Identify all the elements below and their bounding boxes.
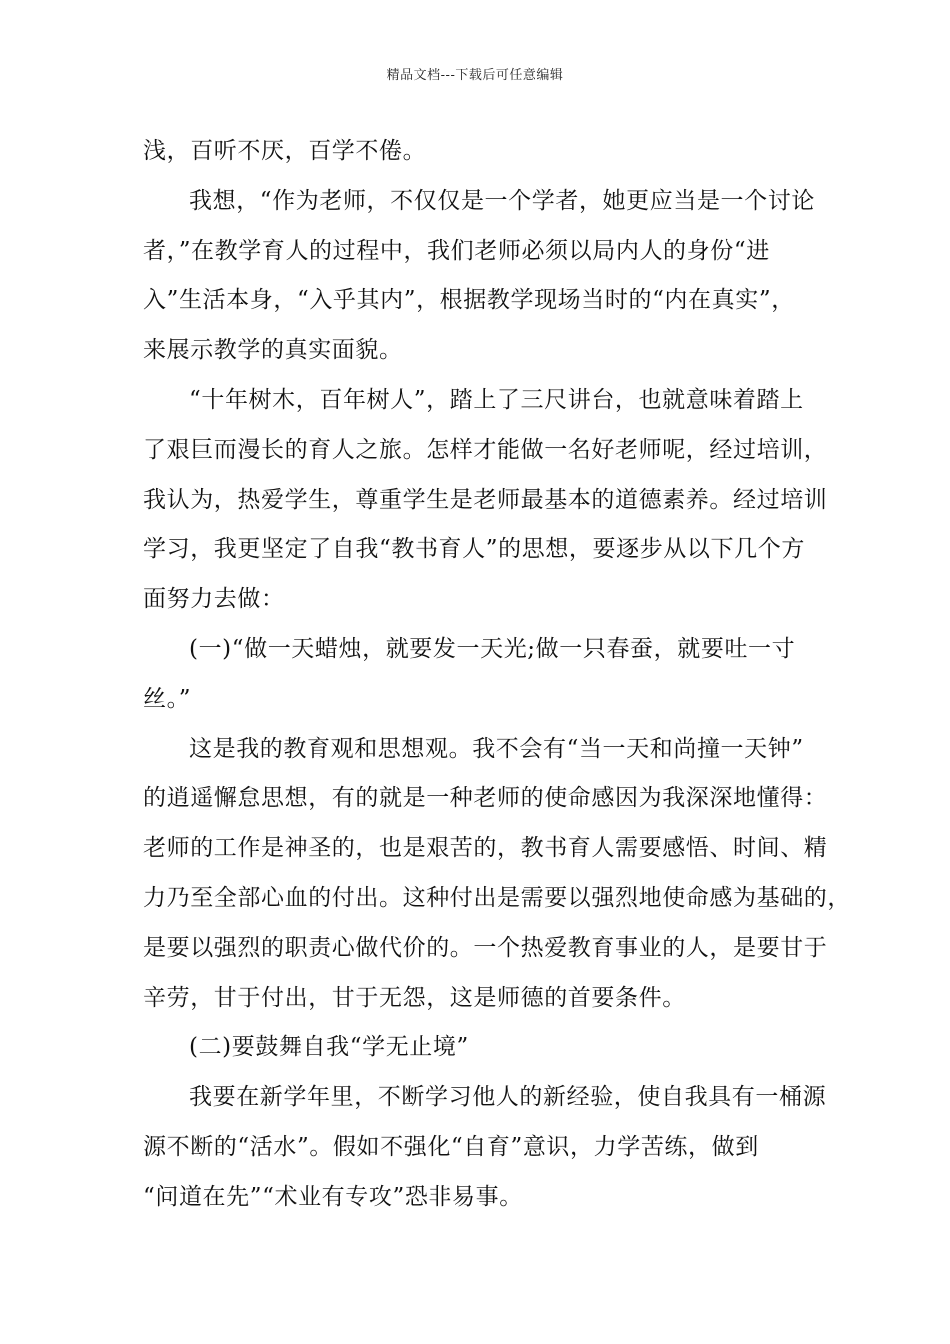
text-line: 了艰巨而漫长的育人之旅。怎样才能做一名好老师呢，经过培训， xyxy=(143,436,828,463)
document-body xyxy=(143,127,851,1223)
text-line: 学习，我更坚定了自我“教书育人”的思想，要逐步从以下几个方 xyxy=(143,536,805,563)
text-line: “问道在先”“术业有专攻”恐非易事。 xyxy=(143,1183,523,1210)
page-header: 精品文档---下载后可任意编辑 xyxy=(386,68,564,83)
text-line: 面努力去做： xyxy=(143,586,285,613)
text-line: 来展示教学的真实面貌。 xyxy=(143,337,403,364)
text-line: (二)要鼓舞自我“学无止境” xyxy=(189,1034,469,1061)
text-line: 浅，百听不厌，百学不倦。 xyxy=(143,138,427,164)
text-line: 我想，“作为老师，不仅仅是一个学者，她更应当是一个讨论 xyxy=(189,187,815,214)
text-line: 我认为，热爱学生，尊重学生是老师最基本的道德素养。经过培训 xyxy=(143,486,828,513)
text-line: 辛劳，甘于付出，甘于无怨，这是师德的首要条件。 xyxy=(143,984,686,1011)
text-line: 的逍遥懈怠思想，有的就是一种老师的使命感因为我深深地懂得： xyxy=(143,785,828,812)
text-line: 者，”在教学育人的过程中，我们老师必须以局内人的身份“进 xyxy=(143,237,770,264)
text-line: 丝。” xyxy=(143,685,192,712)
text-line: “十年树木，百年树人”，踏上了三尺讲台，也就意味着踏上 xyxy=(189,386,804,413)
text-line: 老师的工作是神圣的，也是艰苦的，教书育人需要感悟、时间、精 xyxy=(143,835,828,862)
text-line: 源不断的“活水”。假如不强化“自育”意识，力学苦练，做到 xyxy=(143,1133,759,1160)
text-line: (一)“做一天蜡烛，就要发一天光;做一只春蚕，就要吐一寸 xyxy=(189,635,796,662)
text-line: 这是我的教育观和思想观。我不会有“当一天和尚撞一天钟” xyxy=(189,735,804,762)
text-line: 入”生活本身，“入乎其内”，根据教学现场当时的“内在真实”， xyxy=(143,287,795,314)
text-line: 我要在新学年里，不断学习他人的新经验，使自我具有一桶源 xyxy=(189,1084,827,1111)
text-line: 是要以强烈的职责心做代价的。一个热爱教育事业的人，是要甘于 xyxy=(143,934,828,961)
text-line: 力乃至全部心血的付出。这种付出是需要以强烈地使命感为基础的， xyxy=(143,884,851,911)
